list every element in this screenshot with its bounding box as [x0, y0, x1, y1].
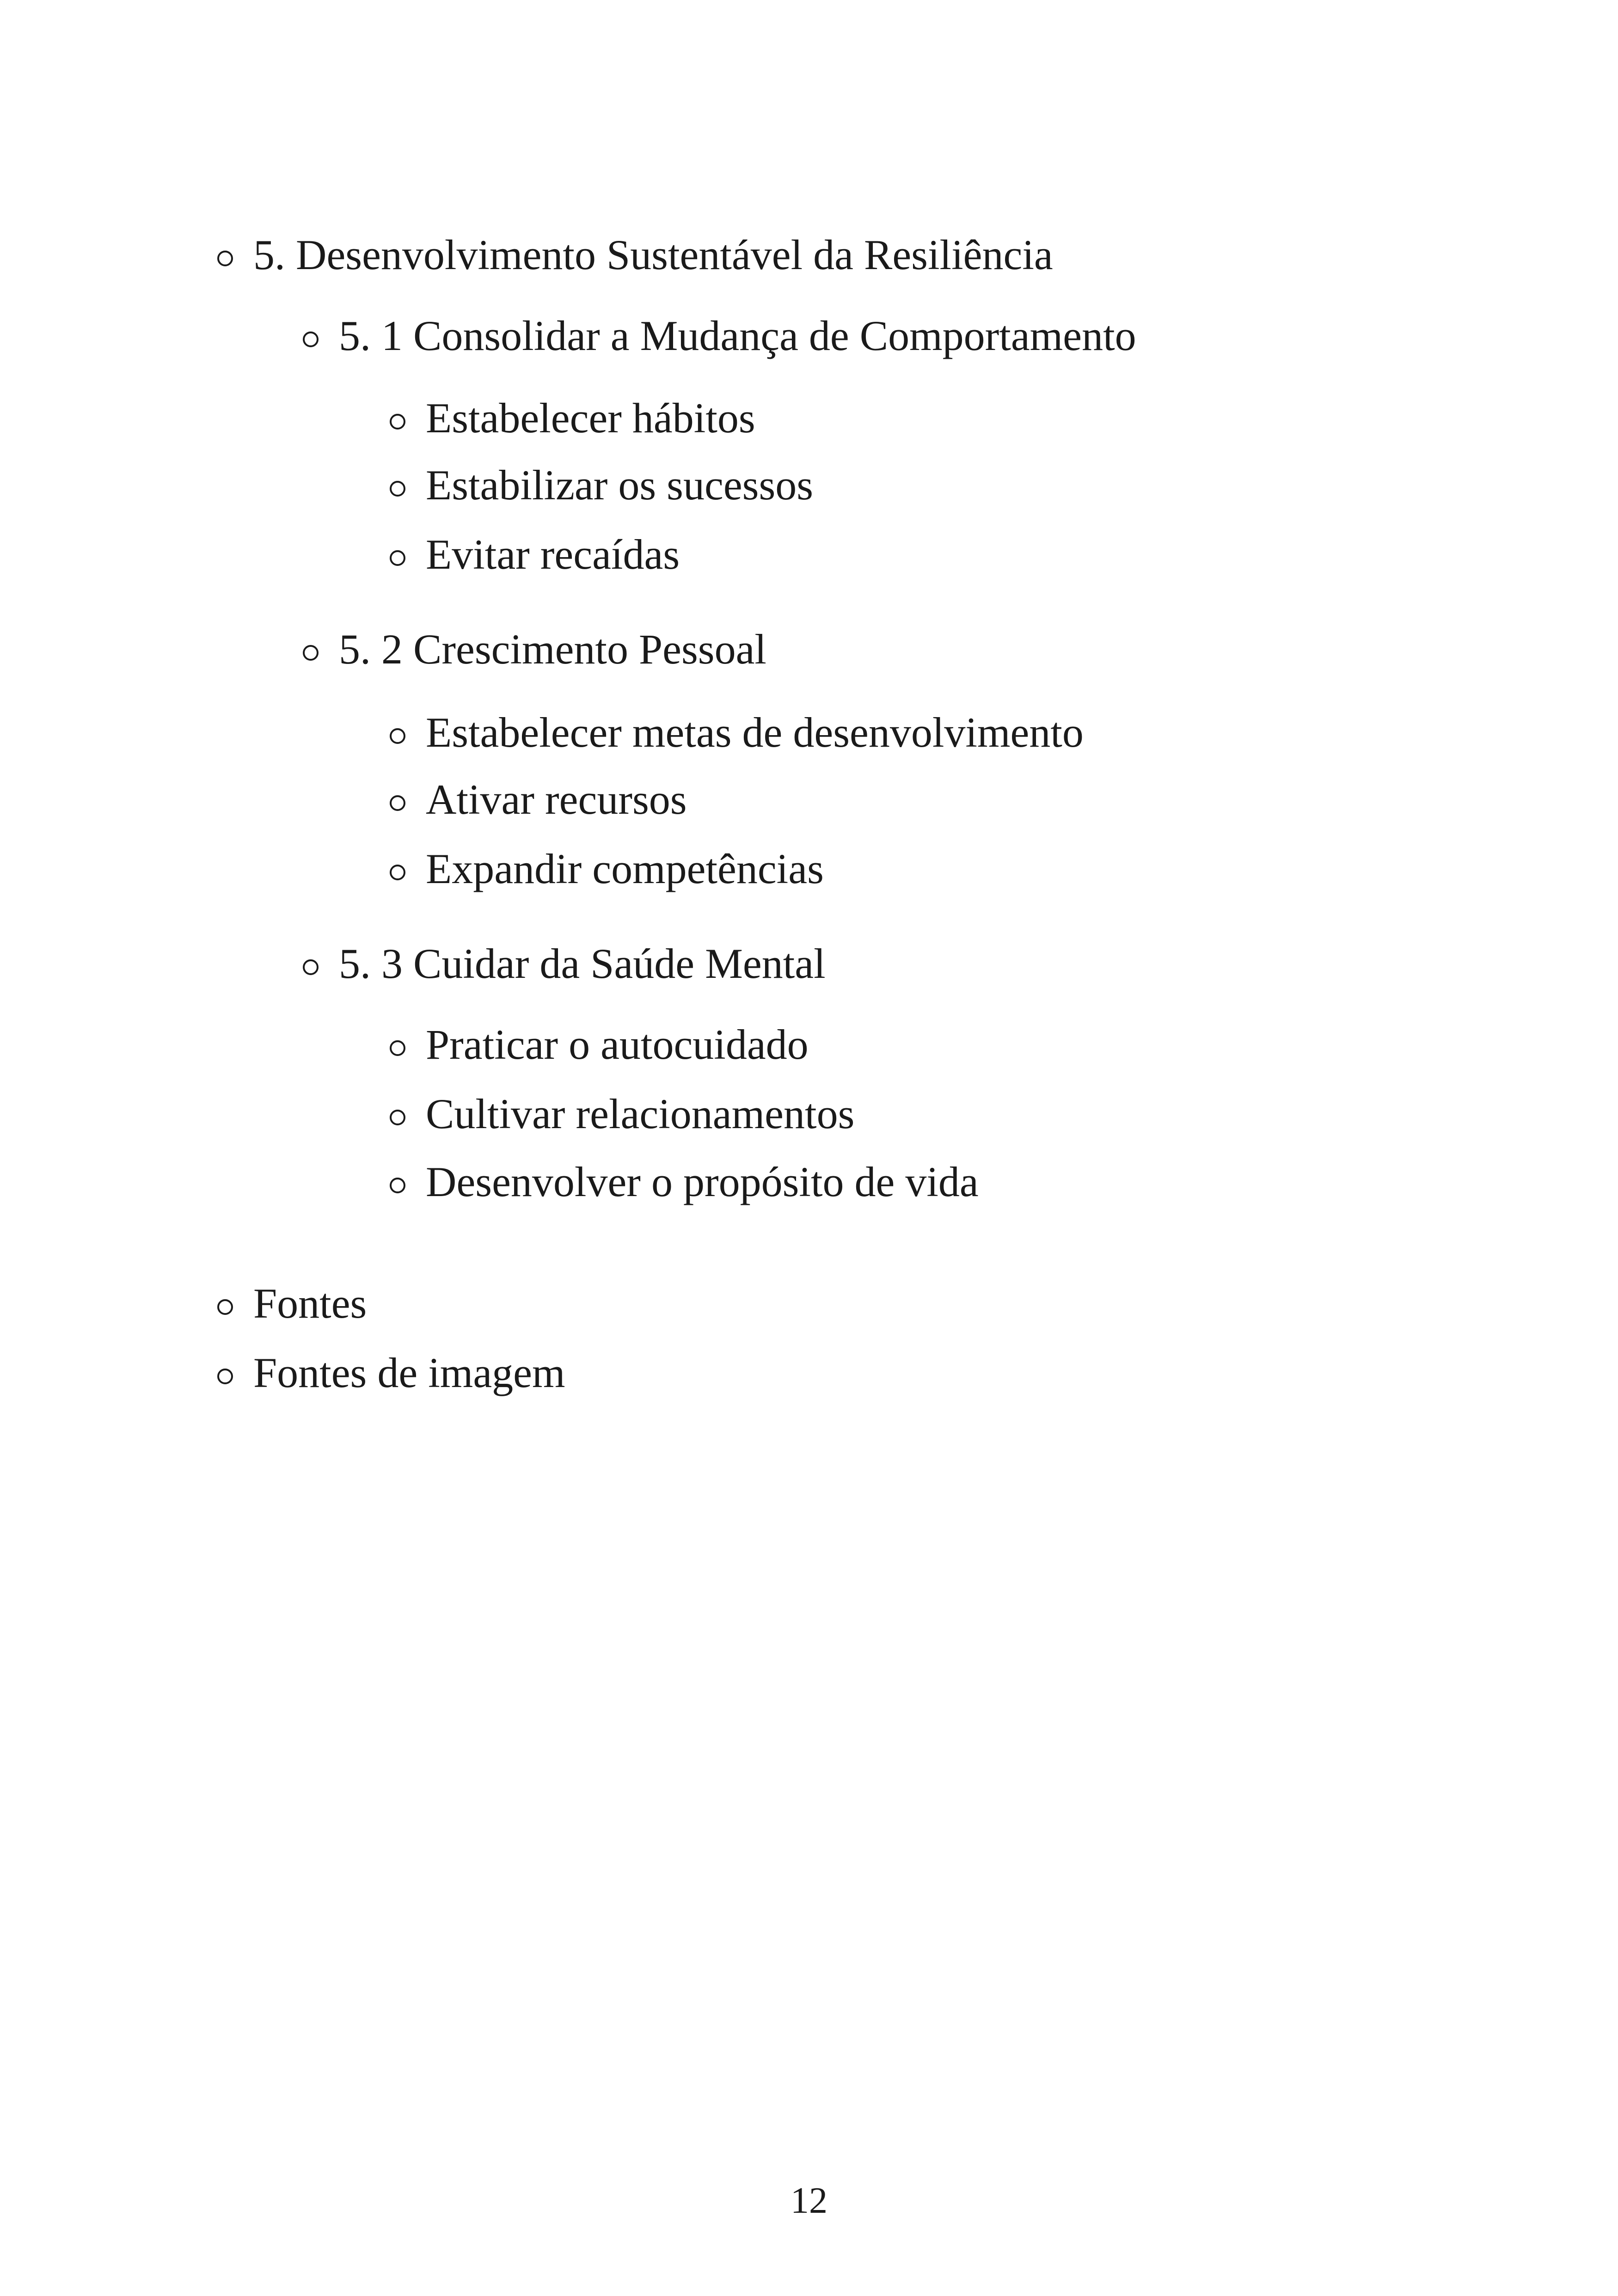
circle-bullet-icon [390, 865, 405, 880]
circle-bullet-icon [390, 728, 405, 744]
circle-bullet-icon [390, 481, 405, 497]
toc-entry-item [390, 778, 687, 821]
toc-entry-item [390, 847, 824, 890]
toc-entry-chapter-5 [217, 233, 1053, 276]
circle-bullet-icon [390, 1178, 405, 1193]
circle-bullet-icon [390, 1040, 405, 1056]
circle-bullet-icon [303, 645, 319, 661]
toc-entry-item [390, 394, 755, 442]
circle-bullet-icon [390, 414, 405, 430]
circle-bullet-icon [303, 332, 319, 347]
toc-entry-label: Estabelecer metas de desenvolvimento [426, 709, 1084, 756]
toc-entry-label: 5. Desenvolvimento Sustentável da Resiliência [253, 231, 1053, 278]
toc-entry-label: Expandir competências [426, 845, 824, 892]
toc-entry-label: 5. 2 Crescimento Pessoal [339, 626, 766, 673]
toc-entry-label: 5. 1 Consolidar a Mudança de Comportamento [339, 312, 1136, 359]
toc-entry-section-5-3 [303, 942, 826, 985]
circle-bullet-icon [303, 959, 319, 975]
circle-bullet-icon [217, 1299, 233, 1315]
toc-entry-label: Fontes [253, 1280, 367, 1327]
page-number: 12 [791, 2180, 827, 2221]
toc-entry-section-5-2 [303, 626, 766, 673]
toc-entry-label: Estabilizar os sucessos [426, 461, 814, 509]
toc-entry-label: Fontes de imagem [253, 1349, 565, 1396]
toc-entry-item [390, 533, 680, 576]
toc-entry-fontes [217, 1282, 367, 1325]
toc-entry-label: Praticar o autocuidado [426, 1021, 809, 1068]
toc-entry-item [390, 1023, 809, 1066]
toc-entry-label: Estabelecer hábitos [426, 394, 755, 442]
toc-entry-fontes-de-imagem [217, 1351, 565, 1394]
toc-entry-label: Evitar recaídas [426, 531, 680, 578]
toc-entry-item [390, 461, 814, 509]
circle-bullet-icon [390, 1110, 405, 1125]
toc-entry-item [390, 1160, 979, 1203]
toc-entry-item [390, 1090, 855, 1137]
circle-bullet-icon [217, 251, 233, 266]
circle-bullet-icon [217, 1369, 233, 1384]
toc-entry-label: 5. 3 Cuidar da Saúde Mental [339, 940, 826, 987]
circle-bullet-icon [390, 550, 405, 566]
toc-entry-label: Ativar recursos [426, 776, 687, 823]
toc-entry-label: Cultivar relacionamentos [426, 1090, 855, 1137]
toc-entry-item [390, 711, 1084, 754]
toc-entry-section-5-1 [303, 314, 1136, 357]
circle-bullet-icon [390, 795, 405, 811]
toc-entry-label: Desenvolver o propósito de vida [426, 1158, 979, 1205]
